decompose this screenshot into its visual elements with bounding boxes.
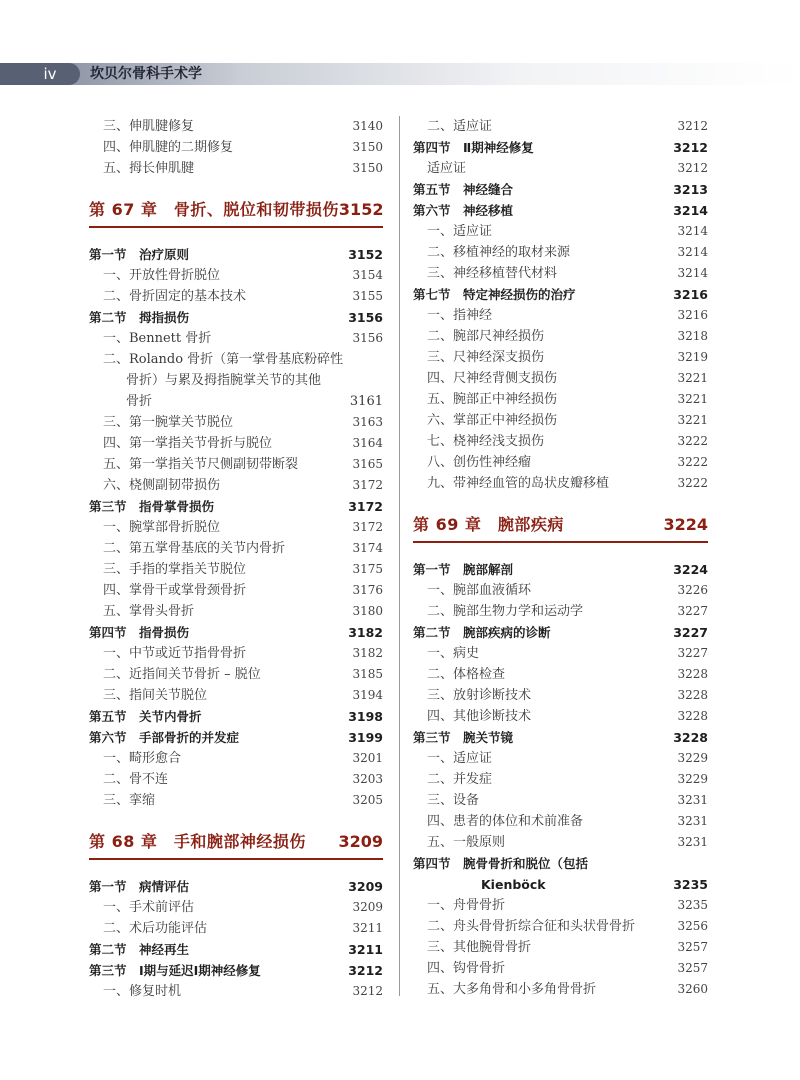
toc-entry-page: 3229	[677, 772, 708, 786]
toc-entry-title: 第 68 章 手和腕部神经损伤	[89, 832, 306, 851]
toc-entry-page: 3227	[677, 604, 708, 618]
toc-entry-page: 3180	[352, 604, 383, 618]
toc-entry-page: 3152	[348, 247, 383, 262]
toc-entry-title: 骨折）与累及拇指腕掌关节的其他	[126, 373, 322, 388]
toc-entry-title: 二、第五掌骨基底的关节内骨折	[103, 541, 286, 556]
toc-entry-page: 3175	[352, 562, 383, 576]
toc-item	[89, 559, 383, 580]
toc-entry-page: 3212	[352, 984, 383, 998]
toc-entry-page: 3182	[348, 625, 383, 640]
toc-entry-title: 一、病史	[427, 646, 480, 661]
toc-section	[89, 244, 383, 265]
toc-item	[89, 328, 383, 349]
toc-entry-page: 3222	[677, 455, 708, 469]
toc-item	[413, 643, 708, 664]
toc-entry-page: 3194	[352, 688, 383, 702]
toc-entry-page: 3228	[677, 688, 708, 702]
toc-entry-page: 3172	[352, 478, 383, 492]
toc-item	[89, 137, 383, 158]
toc-entry-page: 3140	[352, 119, 383, 133]
toc-entry-title: 第五节 关节内骨折	[89, 709, 202, 724]
toc-entry-title: 一、畸形愈合	[103, 751, 182, 766]
toc-item	[89, 475, 383, 496]
toc-entry-title: 六、桡侧副韧带损伤	[103, 478, 221, 493]
toc-entry-title: 四、尺神经背侧支损伤	[427, 371, 558, 386]
toc-section	[89, 939, 383, 960]
toc-entry-title: 四、患者的体位和术前准备	[427, 814, 584, 829]
toc-entry-title: 第 69 章 腕部疾病	[413, 515, 564, 534]
toc-entry-page: 3154	[352, 268, 383, 282]
toc-section-continued	[413, 874, 708, 895]
toc-entry-title: 三、神经移植替代材料	[427, 266, 558, 281]
toc-entry-title: 五、腕部正中神经损伤	[427, 392, 558, 407]
toc-entry-page: 3219	[677, 350, 708, 364]
toc-entry-page: 3213	[673, 182, 708, 197]
toc-entry-title: 二、骨折固定的基本技术	[103, 289, 247, 304]
toc-entry-page: 3211	[348, 942, 383, 957]
toc-entry-page: 3231	[677, 793, 708, 807]
toc-item	[89, 769, 383, 790]
toc-entry-page: 3161	[349, 394, 383, 409]
toc-item	[89, 748, 383, 769]
toc-entry-page: 3185	[352, 667, 383, 681]
toc-entry-title: 四、其他诊断技术	[427, 709, 532, 724]
toc-item	[413, 452, 708, 473]
toc-item	[89, 286, 383, 307]
toc-entry-title: 二、术后功能评估	[103, 921, 208, 936]
toc-entry-title: 五、拇长伸肌腱	[103, 161, 195, 176]
toc-entry-page: 3150	[352, 140, 383, 154]
toc-entry-page: 3209	[338, 832, 383, 851]
toc-item	[89, 601, 383, 622]
toc-right-column	[413, 116, 708, 1000]
toc-entry-page: 3214	[673, 203, 708, 218]
toc-entry-page: 3156	[348, 310, 383, 325]
toc-section	[413, 853, 708, 874]
toc-item-continued	[89, 391, 383, 412]
toc-item	[413, 389, 708, 410]
toc-section	[413, 559, 708, 580]
toc-entry-page: 3260	[677, 982, 708, 996]
toc-section	[413, 284, 708, 305]
toc-entry-title: 一、适应证	[427, 224, 493, 239]
toc-entry-page: 3214	[677, 224, 708, 238]
toc-item	[413, 916, 708, 937]
toc-entry-title: 六、掌部正中神经损伤	[427, 413, 558, 428]
toc-entry-page: 3182	[352, 646, 383, 660]
toc-chapter	[89, 196, 383, 228]
toc-entry-title: 第一节 治疗原则	[89, 247, 190, 262]
toc-entry-title: 三、挛缩	[103, 793, 156, 808]
toc-item	[89, 918, 383, 939]
toc-entry-title: 第一节 腕部解剖	[413, 562, 514, 577]
toc-entry-page: 3199	[348, 730, 383, 745]
toc-entry-title: 二、并发症	[427, 772, 493, 787]
toc-section	[413, 622, 708, 643]
toc-entry-page: 3212	[348, 963, 383, 978]
toc-item	[413, 242, 708, 263]
toc-entry-page: 3227	[677, 646, 708, 660]
toc-item	[413, 305, 708, 326]
toc-entry-title: 第四节 指骨损伤	[89, 625, 190, 640]
toc-entry-title: 第三节 腕关节镜	[413, 730, 514, 745]
toc-entry-page: 3228	[677, 709, 708, 723]
toc-entry-title: 二、舟头骨骨折综合征和头状骨骨折	[427, 919, 636, 934]
toc-item	[413, 790, 708, 811]
toc-entry-title: 一、适应证	[427, 751, 493, 766]
toc-entry-page: 3229	[677, 751, 708, 765]
toc-item	[89, 158, 383, 179]
toc-entry-title: 骨折	[126, 394, 153, 409]
toc-entry-title: 四、钩骨骨折	[427, 961, 506, 976]
toc-entry-title: 二、Rolando 骨折（第一掌骨基底粉碎性	[103, 352, 344, 367]
toc-entry-title: 第一节 病情评估	[89, 879, 190, 894]
toc-entry-title: 四、伸肌腱的二期修复	[103, 140, 234, 155]
toc-item	[89, 349, 383, 370]
toc-entry-title: 八、创伤性神经瘤	[427, 455, 532, 470]
toc-entry-title: 第六节 手部骨折的并发症	[89, 730, 240, 745]
toc-section	[413, 727, 708, 748]
toc-entry-title: 一、修复时机	[103, 984, 182, 999]
toc-entry-page: 3231	[677, 835, 708, 849]
toc-entry-page: 3257	[677, 940, 708, 954]
toc-entry-title: 一、舟骨骨折	[427, 898, 506, 913]
toc-entry-title: 适应证	[427, 161, 467, 176]
toc-item	[89, 433, 383, 454]
toc-entry-title: 一、Bennett 骨折	[103, 331, 212, 346]
toc-entry-title: 三、其他腕骨骨折	[427, 940, 532, 955]
toc-entry-title: 三、尺神经深支损伤	[427, 350, 545, 365]
toc-item	[413, 347, 708, 368]
toc-entry-title: 一、腕部血液循环	[427, 583, 532, 598]
toc-entry-page: 3222	[677, 434, 708, 448]
toc-entry-page: 3231	[677, 814, 708, 828]
toc-entry-page: 3221	[677, 371, 708, 385]
toc-entry-title: 二、腕部尺神经损伤	[427, 329, 545, 344]
toc-entry-title: 二、近指间关节骨折 – 脱位	[103, 667, 261, 682]
toc-item	[413, 221, 708, 242]
toc-item	[413, 685, 708, 706]
toc-entry-page: 3257	[677, 961, 708, 975]
toc-entry-title: 第二节 神经再生	[89, 942, 190, 957]
toc-item	[413, 895, 708, 916]
toc-entry-page: 3221	[677, 392, 708, 406]
toc-entry-title: 第五节 神经缝合	[413, 182, 514, 197]
toc-entry-title: Kienböck	[481, 877, 546, 892]
toc-entry-title: 三、伸肌腱修复	[103, 119, 195, 134]
toc-item	[89, 790, 383, 811]
toc-section	[89, 622, 383, 643]
toc-item	[89, 685, 383, 706]
toc-item	[413, 473, 708, 494]
toc-item	[413, 580, 708, 601]
toc-entry-page: 3224	[663, 515, 708, 534]
toc-item	[89, 580, 383, 601]
toc-item	[413, 431, 708, 452]
toc-entry-page: 3152	[338, 200, 384, 219]
toc-item	[413, 326, 708, 347]
toc-item	[413, 664, 708, 685]
toc-entry-title: 一、手术前评估	[103, 900, 195, 915]
page-number-tab	[0, 63, 80, 85]
toc-entry-title: 第四节 腕骨骨折和脱位（包括	[413, 856, 589, 871]
toc-item	[413, 811, 708, 832]
toc-entry-page: 3224	[673, 562, 708, 577]
toc-item	[89, 643, 383, 664]
toc-section	[89, 706, 383, 727]
toc-entry-title: 一、开放性骨折脱位	[103, 268, 221, 283]
toc-entry-page: 3222	[677, 476, 708, 490]
toc-entry-page: 3198	[348, 709, 383, 724]
column-divider	[399, 116, 400, 996]
toc-entry-title: 五、第一掌指关节尺侧副韧带断裂	[103, 457, 299, 472]
toc-entry-page: 3163	[352, 415, 383, 429]
toc-entry-title: 三、指间关节脱位	[103, 688, 208, 703]
toc-left-column	[89, 116, 383, 1002]
book-title: 坎贝尔骨科手术学	[90, 66, 202, 82]
toc-entry-page: 3221	[677, 413, 708, 427]
toc-entry-title: 第四节 Ⅱ期神经修复	[413, 140, 534, 155]
toc-section	[89, 496, 383, 517]
toc-entry-title: 第七节 特定神经损伤的治疗	[413, 287, 576, 302]
toc-entry-title: 第三节 Ⅰ期与延迟Ⅰ期神经修复	[89, 963, 261, 978]
toc-entry-page: 3156	[352, 331, 383, 345]
toc-entry-page: 3203	[352, 772, 383, 786]
toc-item	[89, 517, 383, 538]
toc-entry-title: 第 67 章 骨折、脱位和韧带损伤	[89, 200, 339, 219]
toc-entry-title: 一、腕掌部骨折脱位	[103, 520, 221, 535]
toc-entry-page: 3214	[677, 266, 708, 280]
toc-item	[413, 601, 708, 622]
toc-entry-title: 七、桡神经浅支损伤	[427, 434, 545, 449]
toc-item	[89, 265, 383, 286]
toc-item	[413, 769, 708, 790]
toc-entry-page: 3227	[673, 625, 708, 640]
toc-section	[89, 876, 383, 897]
toc-entry-page: 3201	[352, 751, 383, 765]
toc-entry-page: 3216	[677, 308, 708, 322]
toc-entry-page: 3216	[673, 287, 708, 302]
toc-entry-title: 三、放射诊断技术	[427, 688, 532, 703]
toc-entry-page: 3165	[352, 457, 383, 471]
toc-entry-page: 3226	[677, 583, 708, 597]
toc-item-continued	[89, 370, 383, 391]
toc-entry-page: 3172	[352, 520, 383, 534]
toc-item	[413, 158, 708, 179]
toc-entry-page: 3212	[677, 161, 708, 175]
toc-entry-page: 3235	[673, 877, 708, 892]
toc-section	[89, 307, 383, 328]
toc-chapter	[89, 828, 383, 860]
toc-entry-page: 3214	[677, 245, 708, 259]
toc-item	[413, 832, 708, 853]
toc-item	[413, 706, 708, 727]
toc-entry-title: 九、带神经血管的岛状皮瓣移植	[427, 476, 610, 491]
page-number: iv	[43, 65, 57, 83]
toc-entry-title: 二、骨不连	[103, 772, 169, 787]
toc-entry-title: 第六节 神经移植	[413, 203, 514, 218]
toc-entry-page: 3164	[352, 436, 383, 450]
toc-section	[89, 727, 383, 748]
toc-entry-page: 3205	[352, 793, 383, 807]
toc-item	[89, 454, 383, 475]
toc-entry-title: 一、指神经	[427, 308, 493, 323]
toc-section	[89, 960, 383, 981]
toc-chapter	[413, 511, 708, 543]
toc-item	[413, 958, 708, 979]
toc-entry-page: 3212	[677, 119, 708, 133]
toc-item	[89, 897, 383, 918]
toc-item	[413, 116, 708, 137]
toc-entry-title: 二、体格检查	[427, 667, 506, 682]
toc-section	[413, 179, 708, 200]
toc-item	[413, 368, 708, 389]
toc-entry-title: 第二节 腕部疾病的诊断	[413, 625, 551, 640]
toc-item	[89, 538, 383, 559]
toc-entry-title: 第二节 拇指损伤	[89, 310, 190, 325]
toc-item	[89, 116, 383, 137]
toc-entry-page: 3155	[352, 289, 383, 303]
toc-section	[413, 137, 708, 158]
toc-entry-title: 二、适应证	[427, 119, 493, 134]
toc-item	[413, 748, 708, 769]
toc-entry-page: 3256	[677, 919, 708, 933]
toc-item	[89, 412, 383, 433]
toc-entry-title: 五、掌骨头骨折	[103, 604, 195, 619]
toc-entry-title: 五、大多角骨和小多角骨骨折	[427, 982, 597, 997]
toc-item	[89, 664, 383, 685]
toc-entry-title: 四、第一掌指关节骨折与脱位	[103, 436, 273, 451]
toc-item	[89, 981, 383, 1002]
toc-entry-page: 3228	[673, 730, 708, 745]
toc-entry-title: 三、手指的掌指关节脱位	[103, 562, 247, 577]
toc-item	[413, 410, 708, 431]
toc-entry-page: 3228	[677, 667, 708, 681]
toc-entry-title: 三、第一腕掌关节脱位	[103, 415, 234, 430]
toc-entry-title: 五、一般原则	[427, 835, 506, 850]
toc-entry-page: 3212	[673, 140, 708, 155]
toc-entry-page: 3176	[352, 583, 383, 597]
toc-item	[413, 937, 708, 958]
toc-entry-title: 三、设备	[427, 793, 480, 808]
toc-entry-page: 3209	[348, 879, 383, 894]
toc-entry-page: 3211	[352, 921, 383, 935]
toc-item	[413, 979, 708, 1000]
toc-entry-page: 3235	[677, 898, 708, 912]
toc-entry-title: 二、腕部生物力学和运动学	[427, 604, 584, 619]
toc-section	[413, 200, 708, 221]
toc-entry-page: 3174	[352, 541, 383, 555]
toc-entry-title: 四、掌骨干或掌骨颈骨折	[103, 583, 247, 598]
toc-item	[413, 263, 708, 284]
toc-entry-title: 一、中节或近节指骨骨折	[103, 646, 247, 661]
toc-entry-page: 3209	[352, 900, 383, 914]
toc-entry-page: 3172	[348, 499, 383, 514]
toc-entry-title: 第三节 指骨掌骨损伤	[89, 499, 215, 514]
toc-entry-title: 二、移植神经的取材来源	[427, 245, 571, 260]
toc-entry-page: 3150	[352, 161, 383, 175]
toc-entry-page: 3218	[677, 329, 708, 343]
